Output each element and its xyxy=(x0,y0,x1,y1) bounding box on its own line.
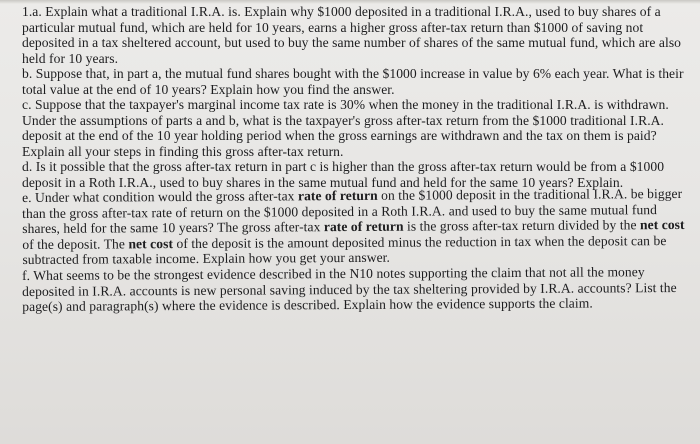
question-b: b. Suppose that, in part a, the mutual fund shares bought with the $1000 increase in value by 6% each year. What is their total value at the end of 10 years? Explain how you find the answer. xyxy=(22,66,684,97)
question-d: d. Is it possible that the gross after-tax return in part c is higher than the gross after-tax return would be from a $1000 deposit in a Roth I.R.A., used to buy shares in the same mutual fund and held for the same 10 years? Explain. xyxy=(22,159,665,190)
question-e-bold-net-cost-2: net cost xyxy=(128,235,174,251)
question-c: c. Suppose that the taxpayer's marginal income tax rate is 30% when the money in the traditional I.R.A. is withdrawn. Under the assumptions of parts a and b, what is the taxpayer's gross after-tax return from the $1000 traditional I.R.A. deposit at the end of the 10 year holding period when the gross earnings are withdrawn and the tax on them is paid? Explain all your steps in finding this gross after-tax return. xyxy=(22,97,669,159)
question-e-bold-rate-of-return-2: rate of return xyxy=(323,218,404,235)
question-e-part2: on the $1000 deposit in the traditional I.R.A. be bigger than the gross after-tax rate of return on the $1000 deposited in a Roth I.R.A. and used to buy the same mutual fund shares, held for the same 10 years? The gross after-tax xyxy=(22,185,683,236)
question-e-part4: of the deposit. The xyxy=(22,235,129,252)
question-text-block xyxy=(22,4,694,314)
question-a: 1.a. Explain what a traditional I.R.A. is. Explain why $1000 deposited in a traditional I.R.A., used to buy shares of a particular mutual fund, which are held for 10 years, earns a higher gross after-tax return than $1000 of saving not deposited in a tax sheltered account, but used to buy the same number of shares of the same mutual fund, which are also held for 10 years. xyxy=(22,4,682,66)
question-e-part5: of the deposit is the amount deposited minus the reduction in tax when the deposit can be subtracted from taxable income. Explain how you get your answer. xyxy=(22,232,667,267)
question-e-bold-net-cost-1: net cost xyxy=(639,216,685,233)
question-f: f. What seems to be the strongest evidence described in the N10 notes supporting the claim that not all the money deposited in I.R.A. accounts is new personal saving induced by the tax sheltering provided by I.R.A. accounts? List the page(s) and paragraph(s) where the evidence is described. Explain how the evidence supports the claim. xyxy=(22,263,677,314)
question-e-part3: is the gross after-tax return divided by the xyxy=(403,217,641,234)
question-e xyxy=(22,186,694,268)
question-e-bold-rate-of-return-1: rate of return xyxy=(297,187,378,204)
question-e-part1: e. Under what condition would the gross after-tax xyxy=(22,188,299,205)
